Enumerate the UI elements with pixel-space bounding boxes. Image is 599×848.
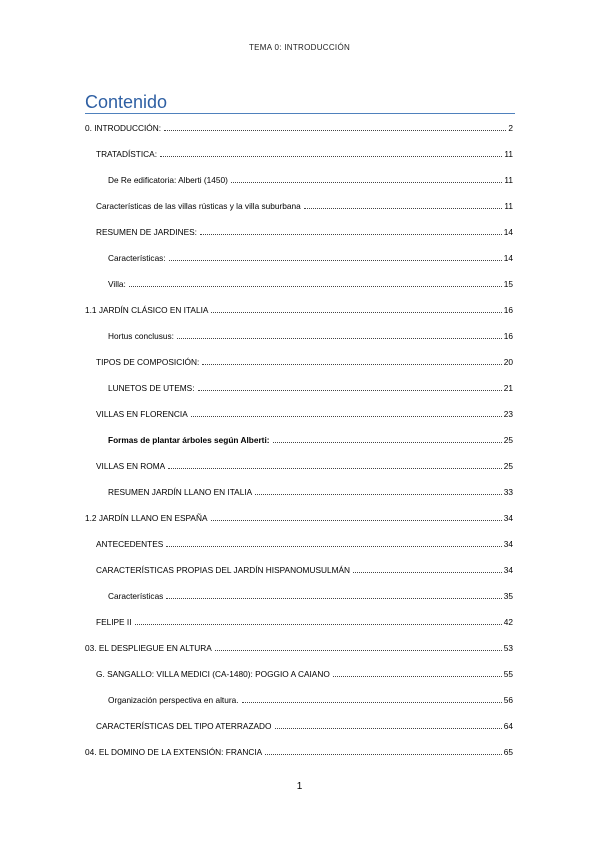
toc-entry-page: 35 [503,591,513,601]
toc-entry[interactable] [96,407,513,419]
toc-entry-label: 1.1 JARDÍN CLÁSICO EN ITALIA [85,305,209,315]
toc-entry-page: 55 [503,669,513,679]
dot-leader [275,728,502,729]
toc-entry[interactable] [108,381,513,393]
toc-entry-page: 11 [504,149,513,159]
toc-entry-page: 23 [503,409,513,419]
toc-entry-label: 03. EL DESPLIEGUE EN ALTURA [85,643,212,653]
title-underline [85,113,515,114]
toc-entry[interactable] [96,225,513,237]
toc-entry[interactable] [85,511,513,523]
dot-leader [211,312,501,313]
toc-entry-label: 04. EL DOMINO DE LA EXTENSIÓN: FRANCIA [85,747,263,757]
toc-entry-page: 33 [503,487,513,497]
toc-entry-page: 42 [503,617,513,627]
toc-entry-label: G. SANGALLO: VILLA MEDICI (CA-1480): POGGIO A CAIANO [96,669,330,679]
toc-entry-page: 34 [503,513,513,523]
dot-leader [242,702,502,703]
toc-entry-label: Villa: [108,279,126,289]
toc-entry-label: Organización perspectiva en altura. [108,695,239,705]
toc-entry-label: ANTECEDENTES [96,539,164,549]
dot-leader [198,390,502,391]
toc-entry-page: 25 [503,435,513,445]
toc-entry-page: 2 [508,123,513,133]
toc-entry-page: 11 [504,201,513,211]
toc-entry-page: 15 [503,279,513,289]
toc-entry[interactable] [96,719,513,731]
toc-entry[interactable] [85,745,513,757]
dot-leader [168,468,502,469]
toc-entry-label: Hortus conclusus: [108,331,174,341]
toc-entry[interactable] [108,589,513,601]
toc-entry-page: 56 [503,695,513,705]
toc-entry[interactable] [96,199,513,211]
toc-entry[interactable] [108,251,513,263]
toc-entry[interactable] [108,433,513,445]
toc-entry[interactable] [96,563,513,575]
toc-entry-page: 11 [504,175,513,185]
toc-entry-label: VILLAS EN ROMA [96,461,166,471]
toc-entry-label: TIPOS DE COMPOSICIÓN: [96,357,200,367]
toc-entry-page: 14 [503,227,513,237]
toc-entry-page: 20 [503,357,513,367]
toc-entry-label: RESUMEN DE JARDINES: [96,227,197,237]
toc-entry[interactable] [108,329,513,341]
toc-entry[interactable] [85,303,513,315]
toc-entry-label: CARACTERÍSTICAS DEL TIPO ATERRAZADO [96,721,272,731]
page-number: 1 [296,781,303,792]
toc-entry[interactable] [96,615,513,627]
toc-entry-page: 64 [503,721,513,731]
dot-leader [265,754,502,755]
dot-leader [202,364,502,365]
toc-entry[interactable] [96,537,513,549]
toc-entry-page: 16 [503,331,513,341]
toc-entry[interactable] [96,147,513,159]
dot-leader [211,520,502,521]
dot-leader [177,338,502,339]
toc-entry-label: LUNETOS DE UTEMS: [108,383,195,393]
toc-entry[interactable] [85,121,513,133]
dot-leader [200,234,502,235]
toc-entry[interactable] [96,459,513,471]
toc-entry[interactable] [108,485,513,497]
toc-entry-label: TRATADÍSTICA: [96,149,157,159]
dot-leader [166,546,501,547]
dot-leader [255,494,502,495]
toc-entry-label: De Re edificatoria: Alberti (1450) [108,175,228,185]
toc-entry-label: 1.2 JARDÍN LLANO EN ESPAÑA [85,513,208,523]
toc-entry-page: 14 [503,253,513,263]
dot-leader [333,676,502,677]
dot-leader [164,130,506,131]
toc-entry-label: CARACTERÍSTICAS PROPIAS DEL JARDÍN HISPANOMUSULMÁN [96,565,351,575]
toc-entry[interactable] [108,173,513,185]
dot-leader [353,572,502,573]
dot-leader [191,416,502,417]
toc-entry-label: Características [108,591,164,601]
toc-entry-label: Características de las villas rústicas y la villa suburbana [96,201,301,211]
toc-title: Contenido [85,92,168,112]
toc-entry[interactable] [96,667,513,679]
dot-leader [169,260,502,261]
dot-leader [160,156,502,157]
toc-entry-label: RESUMEN JARDÍN LLANO EN ITALIA [108,487,253,497]
toc-entry-label: 0. INTRODUCCIÓN: [85,123,162,133]
toc-entry-label: Características: [108,253,166,263]
toc-entry-label: FELIPE II [96,617,132,627]
toc-entry[interactable] [108,277,513,289]
running-header: TEMA 0: INTRODUCCIÓN [248,43,351,52]
dot-leader [129,286,502,287]
toc-entry-page: 21 [503,383,513,393]
toc-entry-page: 53 [503,643,513,653]
toc-entry-label: VILLAS EN FLORENCIA [96,409,188,419]
toc-entry-page: 16 [503,305,513,315]
toc-entry[interactable] [96,355,513,367]
toc-entry-page: 65 [503,747,513,757]
dot-leader [304,208,503,209]
toc-entry[interactable] [85,641,513,653]
dot-leader [135,624,502,625]
dot-leader [231,182,502,183]
toc-entry[interactable] [108,693,513,705]
dot-leader [273,442,502,443]
dot-leader [166,598,501,599]
dot-leader [215,650,502,651]
toc-entry-label: Formas de plantar árboles según Alberti: [108,435,270,445]
toc-entry-page: 34 [503,539,513,549]
toc-entry-page: 25 [503,461,513,471]
toc-entry-page: 34 [503,565,513,575]
